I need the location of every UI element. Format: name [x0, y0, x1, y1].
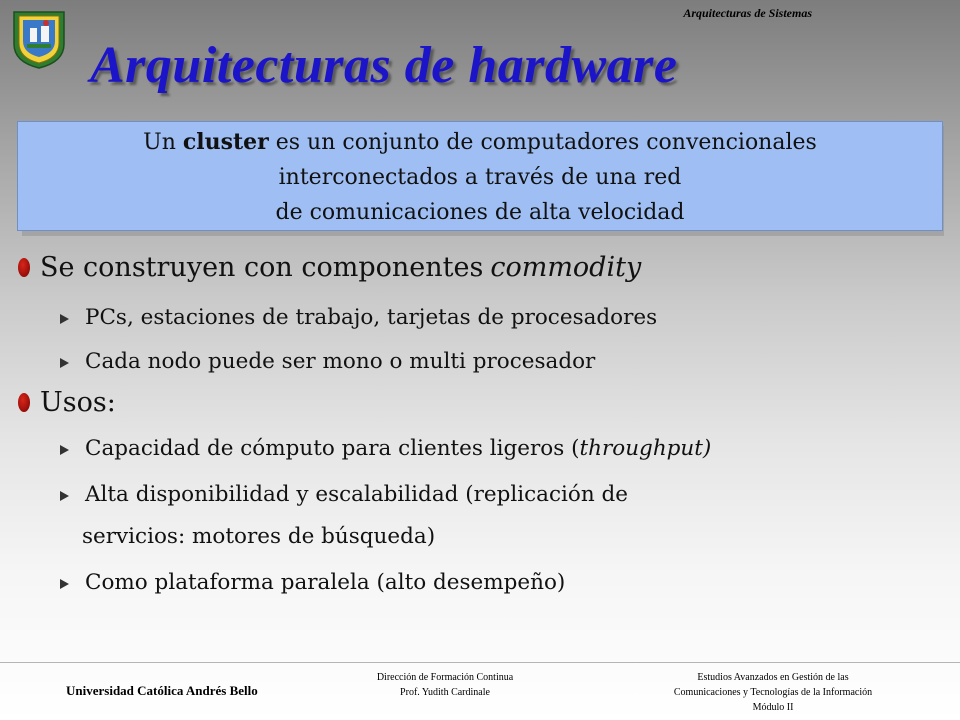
- footer-department: Dirección de Formación Continua Prof. Yudith Cardinale: [376, 672, 514, 698]
- course-name: Arquitecturas de Sistemas: [683, 6, 812, 20]
- footer-divider: [0, 662, 960, 663]
- sub-bullet-continuation: servicios: motores de búsqueda): [82, 524, 436, 549]
- sub-bullet: Capacidad de cómputo para clientes ligeros ( throughput): [60, 436, 711, 461]
- slide-title: Arquitecturas de hardware: [90, 37, 678, 94]
- university-crest-icon: [10, 8, 68, 70]
- bullet-components: Se construyen con componentes commodity: [18, 252, 641, 283]
- definition-box: [17, 121, 943, 231]
- arrowhead-bullet-icon: [60, 579, 69, 589]
- sub-bullet: PCs, estaciones de trabajo, tarjetas de procesadores: [60, 305, 657, 330]
- arrowhead-bullet-icon: [60, 358, 69, 368]
- bullet-uses: Usos:: [18, 387, 116, 418]
- arrowhead-bullet-icon: [60, 491, 69, 501]
- arrowhead-bullet-icon: [60, 445, 69, 455]
- definition-line-3: de comunicaciones de alta velocidad: [275, 200, 685, 225]
- arrowhead-bullet-icon: [60, 314, 69, 324]
- sub-bullet: Cada nodo puede ser mono o multi procesador: [60, 349, 595, 374]
- definition-term: cluster: [182, 129, 269, 155]
- sub-bullet: Como plataforma paralela (alto desempeño): [60, 570, 565, 595]
- footer-university: Universidad Católica Andrés Bello: [66, 683, 258, 698]
- footer-program: Estudios Avanzados en Gestión de las Comunicaciones y Tecnologías de la Información Módulo II: [673, 672, 873, 713]
- definition-line-1: Un cluster es un conjunto de computadores convencionales: [143, 129, 817, 155]
- sub-bullet: Alta disponibilidad y escalabilidad (replicación de: [60, 482, 628, 507]
- definition-line-2: interconectados a través de una red: [278, 165, 682, 190]
- red-oval-bullet-icon: [18, 258, 30, 277]
- red-oval-bullet-icon: [18, 393, 30, 412]
